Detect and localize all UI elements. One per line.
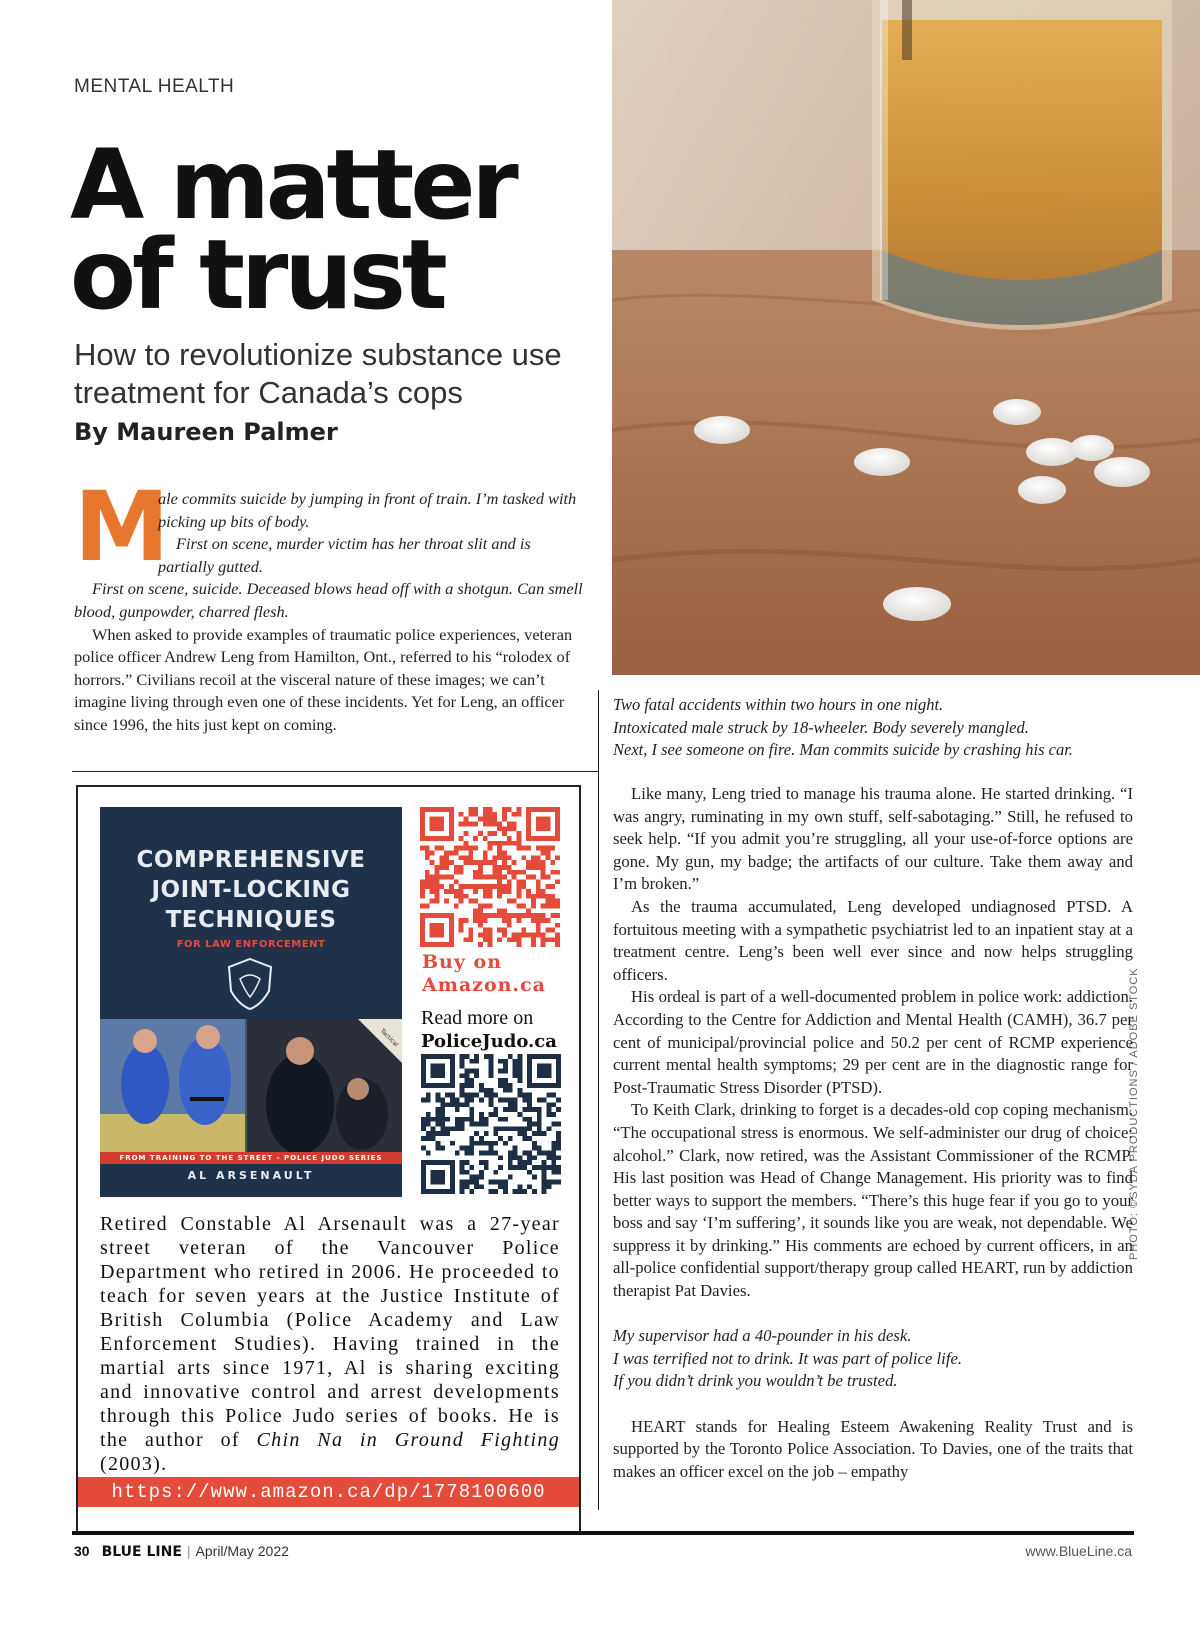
book-cover [100, 807, 402, 1197]
photo-credit: PHOTO: ©SYDA PRODUCTIONS / ADOBE STOCK [1128, 967, 1140, 1260]
book-cover-photos [100, 1019, 402, 1152]
intro-text [74, 471, 588, 737]
caption-line-2: Intoxicated male struck by 18-wheeler. Body severely mangled. [613, 717, 1029, 737]
body-paragraph-2: As the trauma accumulated, Leng developed undiagnosed PTSD. A fortuitous meeting with a sympathetic psychiatrist led to an inpatient stay at a treatment centre. Leng’s been well ever since and now helps struggling officers. [613, 896, 1133, 984]
caption-line-1: Two fatal accidents within two hours in one night. [613, 695, 944, 714]
judo-training-image [100, 1019, 402, 1152]
body-paragraph-1: Like many, Leng tried to manage his trauma alone. He started drinking. “I was angry, ruminating in my own stuff, self-sabotaging.” Still, he refused to seek help. “If you admit you’re struggling, all your use-of-force options are gone. My gun, my badge; the artifacts of our culture. Take them away and I’m broken.” [613, 784, 1133, 894]
body-paragraph-4: To Keith Clark, drinking to forget is a decades-old cop coping mechanism. “The occupational stress is enormous. We self-administer our drug of choice: alcohol.” Clark, now retired, was the Assistant Commissioner of the RCMP. His last position was Head of Change Management. His priority was to find better ways to support the members. “There’s this huge fear if you go to your boss and say ‘I’m suffering’, it sounds like you are weak, not dependable. We suppress it by drinking.” His comments are echoed by current officers, in an all-police confidential support/therapy group called HEART, run by addiction therapist Pat Davies. [613, 1100, 1133, 1301]
deck-subtitle: How to revolutionize substance use treatment for Canada’s cops [74, 337, 562, 410]
svg-text:Tactical: Tactical [378, 1027, 400, 1049]
article-body [613, 783, 1133, 1483]
book-series-band: FROM TRAINING TO THE STREET - POLICE JUDO SERIES [100, 1152, 402, 1164]
judo-badge-icon [225, 957, 275, 1011]
column-divider [598, 690, 599, 1510]
hero-photo [612, 0, 1200, 675]
policejudo-qr-code-icon [421, 1054, 561, 1194]
drop-cap: M [74, 471, 170, 583]
book-author: AL ARSENAULT [187, 1169, 315, 1182]
intro-quote-1: ale commits suicide by jumping in front of train. I’m tasked with picking up bits of body. [158, 489, 577, 531]
amazon-url-link[interactable]: https://www.amazon.ca/dp/1778100600 [78, 1477, 579, 1507]
ad-top-rule [72, 771, 599, 772]
intro-quote-3: First on scene, suicide. Deceased blows head off with a shotgun. Can smell blood, gunpowder, charred flesh. [74, 579, 583, 621]
bio-book-title: Chin Na in Ground Fighting [256, 1429, 560, 1451]
body-paragraph-3: His ordeal is part of a well-documented problem in police work: addiction. According to the Centre for Addiction and Mental Health (CAMH), 36.7 per cent of municipal/provincial police and 50.2 per cent of RCMP experience current mental health symptoms; 29 per cent are in the diagnostic range for Post-Traumatic Stress Disorder (PTSD). [613, 987, 1133, 1097]
pull-quote: My supervisor had a 40-pounder in his desk. I was terrified not to drink. It was part of police life. If you didn’t drink you wouldn’t be trusted. [613, 1326, 963, 1391]
section-label: MENTAL HEALTH [74, 76, 235, 97]
body-paragraph-5: HEART stands for Healing Esteem Awakening Reality Trust and is supported by the Toronto Police Association. To Davies, one of the traits that makes an officer excel on the job – empathy [613, 1416, 1133, 1481]
byline: By Maureen Palmer [74, 418, 338, 446]
book-subtitle: FOR LAW ENFORCEMENT [176, 939, 326, 950]
caption-line-3: Next, I see someone on fire. Man commits suicide by crashing his car. [613, 740, 1073, 760]
whiskey-pills-photo [612, 0, 1200, 675]
buy-on-amazon-link[interactable]: Buy on Amazon.ca [422, 951, 546, 996]
website-link[interactable]: www.BlueLine.ca [1025, 1543, 1132, 1559]
amazon-qr-code-icon [420, 807, 560, 947]
read-more-link[interactable]: Read more on PoliceJudo.ca [421, 1007, 557, 1052]
tactical-stamp-icon [358, 1019, 402, 1063]
book-advertisement [76, 785, 581, 1535]
magazine-name: BLUE LINE [101, 1544, 182, 1560]
intro-quote-2: First on scene, murder victim has her throat slit and is partially gutted. [158, 534, 531, 576]
book-title: COMPREHENSIVE JOINT-LOCKING TECHNIQUES [136, 847, 366, 933]
issue-date: April/May 2022 [195, 1543, 289, 1559]
headline: A matter of trust [70, 129, 515, 331]
page-number: 30 [74, 1543, 90, 1559]
footer-rule [72, 1531, 1134, 1535]
footer-folio: 30 BLUE LINE | April/May 2022 [74, 1543, 289, 1560]
author-bio: Retired Constable Al Arsenault was a 27-year street veteran of the Vancouver Police Department who retired in 2006. He proceeded to teach for seven years at the Justice Institute of British Columbia (Police Academy and Law Enforcement Studies). Having trained in the martial arts since 1971, Al is sharing exciting and innovative control and arrest developments through this Police Judo series of books. He is the author of Chin Na in Ground Fighting (2003). [100, 1213, 560, 1475]
photo-caption [613, 694, 1133, 762]
intro-paragraph: When asked to provide examples of traumatic police experiences, veteran police officer Andrew Leng from Hamilton, Ont., referred to his “rolodex of horrors.” Civilians recoil at the visceral nature of these images; we can’t imagine living through even one of these incidents. Yet for Leng, an officer since 1996, the hits just kept on coming. [74, 624, 573, 734]
